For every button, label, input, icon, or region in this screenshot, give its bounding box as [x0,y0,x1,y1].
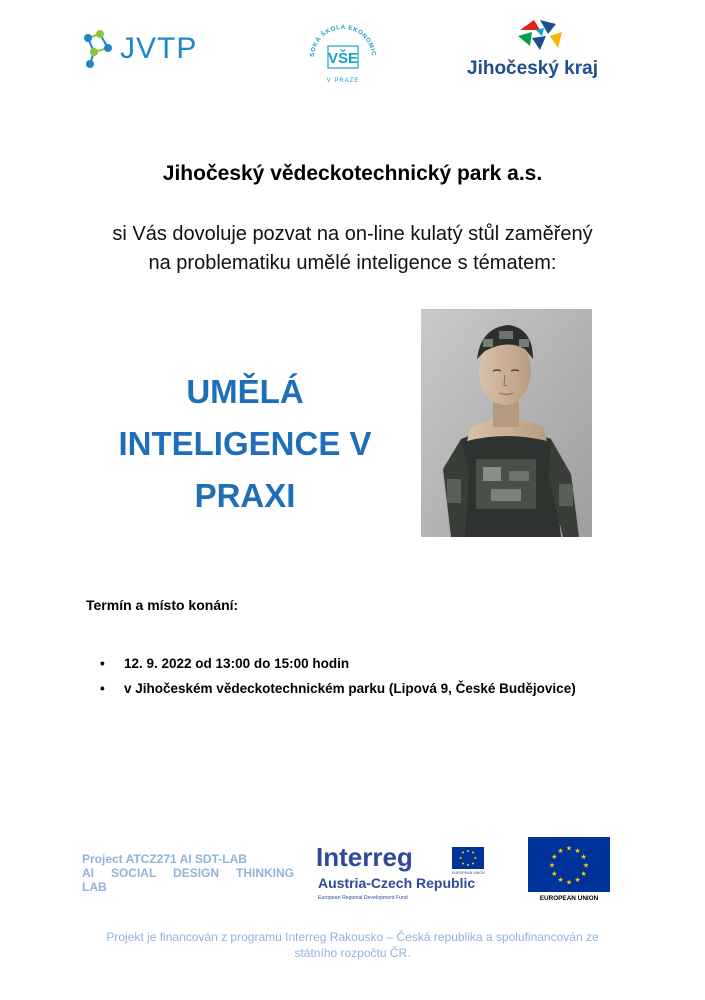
eu-star: ★ [548,862,556,870]
eu-star: ★ [580,871,587,878]
topic-heading [60,366,430,522]
eu-logo [527,836,613,902]
term-list [100,655,576,705]
region-logo [464,16,624,86]
jvtp-logo-text: JVTP [120,32,198,65]
eu-star: ★ [580,854,587,861]
organization-title: Jihočeský vědeckotechnický park a.s. [162,162,543,185]
list-item: • 12. 9. 2022 od 13:00 do 15:00 hodin [100,655,576,680]
interreg-fund: European Regional Development Fund [318,895,408,901]
funding-note [70,929,635,961]
topic-line-1: UMĚLÁ [186,373,304,410]
robot-photo [421,309,592,537]
project-info [82,852,294,894]
eu-star: ★ [574,877,581,885]
region-emblem-icon [510,16,570,56]
invitation-text [0,220,705,278]
jvtp-molecule-icon [80,26,120,72]
interreg-title: Interreg [316,842,413,872]
interreg-logo [316,842,488,904]
eu-star: ★ [574,847,581,855]
region-name: Jihočeský kraj [467,58,598,79]
eu-star: ★ [551,854,558,861]
topic-line-2: INTELIGENCE V [118,425,372,462]
invitation-line-1: si Vás dovoluje pozvat na on-line kulatý stůl zaměřený [112,223,593,245]
vse-mark: VŠE [327,50,359,67]
project-line-1: Project ATCZ271 AI SDT-LAB [82,852,247,866]
vse-logo [304,18,382,96]
eu-star: ★ [557,877,564,885]
funding-line-1: Projekt je financován z programu Interreg Rakousko – Česká republika a spolufinancován ze [106,930,599,944]
topic-line-3: PRAXI [194,477,296,514]
eu-star: ★ [582,862,590,870]
eu-star: ★ [551,871,558,878]
eu-label: EUROPEAN UNION [539,895,599,902]
interreg-eu-text: EUROPEAN UNION [452,871,485,875]
vse-arc-text: SOKÁ ŠKOLA EKONOMIC [308,23,378,58]
term-label: Termín a místo konání: [86,597,239,613]
project-line-2: AI SOCIAL DESIGN THINKING [82,866,294,880]
jvtp-logo [80,26,215,72]
eu-star: ★ [565,845,573,853]
project-line-3: LAB [82,880,107,894]
interreg-subtitle: Austria-Czech Republic [318,875,476,891]
invitation-line-2: na problematiku umělé inteligence s tématem: [148,252,557,274]
vse-bottom-text: V PRAZE [326,78,360,84]
eu-star: ★ [557,847,564,855]
list-item: • v Jihočeském vědeckotechnickém parku (Lipová 9, České Budějovice) [100,680,576,705]
funding-line-2: státního rozpočtu ČR. [294,946,411,960]
eu-star: ★ [565,879,573,887]
